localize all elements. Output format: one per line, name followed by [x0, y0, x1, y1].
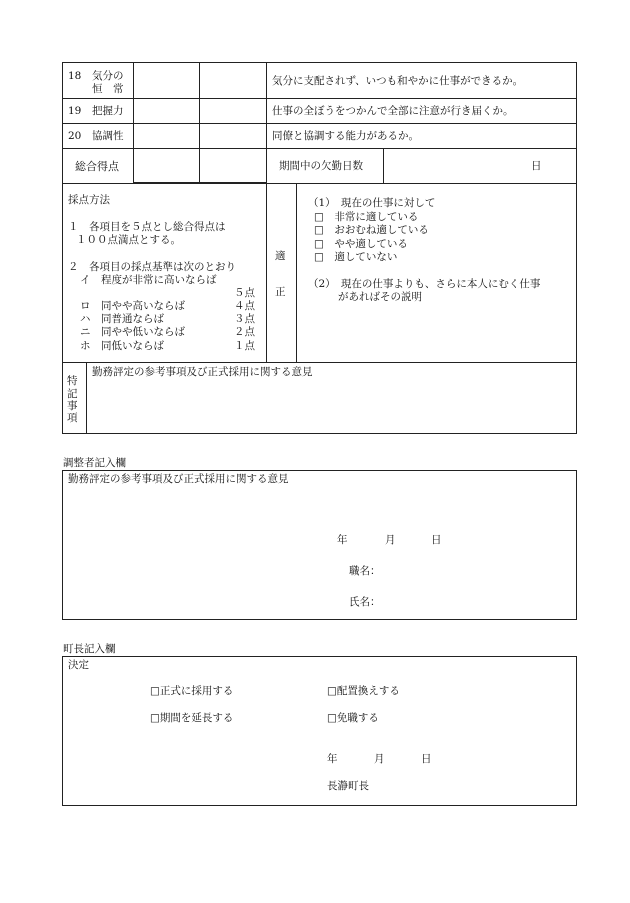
remarks-side-3: 事 — [67, 400, 78, 412]
row-18-number: 18 — [68, 70, 82, 82]
row-19-description: 仕事の全ぼうをつかんで全部に注意が行き届くか。 — [272, 105, 514, 117]
adjuster-date-month: 月 — [385, 534, 396, 546]
row-divider — [62, 98, 577, 99]
aptitude-q2-line2: があればその説明 — [338, 291, 422, 303]
col-divider — [199, 62, 200, 148]
row-19-item: 把握力 — [92, 105, 124, 117]
adjuster-name: 氏名： — [349, 596, 381, 608]
aptitude-q1: （1） 現在の仕事に対して — [308, 197, 436, 209]
scoring-ho-label: ホ 同低いならば — [80, 340, 164, 352]
row-divider — [62, 362, 577, 363]
row-19-number: 19 — [68, 105, 82, 117]
aptitude-label-2: 正 — [275, 286, 286, 298]
col-divider — [133, 62, 134, 148]
mayor-date-day: 日 — [421, 753, 432, 765]
adjuster-position: 職名： — [349, 565, 381, 577]
col-divider — [383, 148, 384, 183]
absence-days-unit: 日 — [531, 160, 542, 172]
aptitude-label-1: 適 — [275, 250, 286, 262]
mayor-date-year: 年 — [327, 753, 338, 765]
scoring-p1-line1: １ 各項目を５点とし総合得点は — [68, 221, 226, 233]
scoring-ro-label: ロ 同やや高いならば — [80, 300, 185, 312]
aptitude-option-2[interactable]: □ おおむね適している — [314, 224, 429, 236]
mayor-signature: 長瀞町長 — [327, 780, 369, 792]
mayor-heading: 町長記入欄 — [63, 643, 116, 655]
col-divider — [266, 183, 267, 362]
option-transfer[interactable]: □配置換えする — [327, 685, 400, 697]
scoring-p2: ２ 各項目の採点基準は次のとおり — [68, 261, 236, 273]
remarks-side-4: 項 — [67, 412, 78, 424]
scoring-ha-score: ３点 — [234, 313, 255, 325]
mayor-decision: 決定 — [68, 659, 89, 671]
adjuster-heading: 調整者記入欄 — [63, 457, 126, 469]
remarks-side-2: 記 — [67, 388, 78, 400]
row-divider — [62, 123, 577, 124]
aptitude-option-4[interactable]: □ 適していない — [314, 251, 398, 263]
row-20-description: 同僚と協調する能力があるか。 — [272, 130, 419, 142]
scoring-ho-score: １点 — [234, 340, 255, 352]
adjuster-date-year: 年 — [337, 534, 348, 546]
total-score-label: 総合得点 — [75, 160, 119, 173]
row-18-item-line2: 恒 常 — [92, 83, 124, 95]
total-score-cell-1[interactable] — [133, 148, 200, 183]
aptitude-option-3[interactable]: □ やや適している — [314, 238, 408, 250]
adjuster-text: 勤務評定の参考事項及び正式採用に関する意見 — [68, 473, 289, 485]
row-divider — [62, 183, 577, 184]
mayor-box — [62, 656, 577, 806]
scoring-i-score: ５点 — [234, 287, 255, 299]
adjuster-date-day: 日 — [431, 534, 442, 546]
total-score-cell-2[interactable] — [199, 148, 267, 183]
scoring-ni-label: ニ 同やや低いならば — [80, 326, 185, 338]
scoring-title: 採点方法 — [68, 194, 110, 206]
scoring-ha-label: ハ 同普通ならば — [80, 313, 164, 325]
scoring-i-label: イ 程度が非常に高いならば — [80, 274, 217, 286]
col-divider — [86, 362, 87, 434]
aptitude-q2-line1: （2） 現在の仕事よりも、さらに本人にむく仕事 — [308, 278, 541, 290]
aptitude-option-1[interactable]: □ 非常に適している — [314, 211, 419, 223]
option-dismiss[interactable]: □免職する — [327, 712, 379, 724]
remarks-side-1: 特 — [67, 375, 78, 387]
col-divider — [296, 183, 297, 362]
option-extend[interactable]: □期間を延長する — [150, 712, 234, 724]
mayor-date-month: 月 — [374, 753, 385, 765]
scoring-ni-score: ２点 — [234, 326, 255, 338]
scoring-p1-line2: １００点満点とする。 — [76, 234, 181, 246]
absence-days-label: 期間中の欠勤日数 — [279, 160, 363, 172]
option-adopt[interactable]: □正式に採用する — [150, 685, 234, 697]
row-18-description: 気分に支配されず、いつも和やかに仕事ができるか。 — [272, 75, 524, 87]
row-18-item-line1: 気分の — [92, 70, 124, 82]
remarks-text: 勤務評定の参考事項及び正式採用に関する意見 — [92, 366, 313, 378]
scoring-ro-score: ４点 — [234, 300, 255, 312]
adjuster-box — [62, 470, 577, 620]
row-20-number: 20 — [68, 130, 82, 142]
row-20-item: 協調性 — [92, 130, 124, 142]
